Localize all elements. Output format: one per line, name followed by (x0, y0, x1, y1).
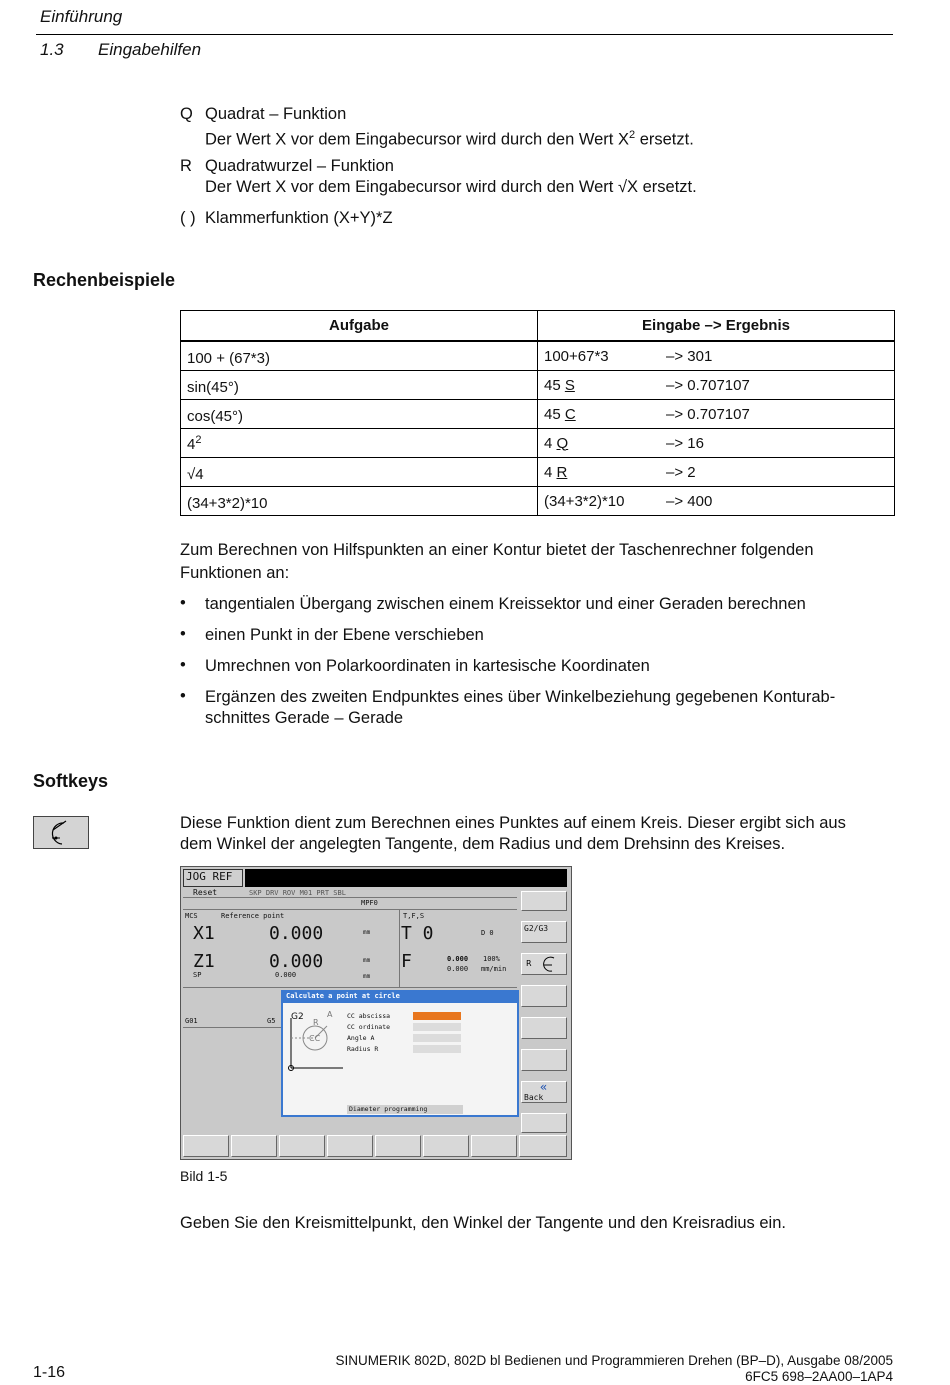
unit-label: mm (363, 973, 371, 980)
bullet-item: einen Punkt in der Ebene verschieben (205, 626, 484, 644)
bullet-dot: • (180, 625, 186, 643)
function-q-title: Quadrat – Funktion (205, 105, 347, 123)
col-input-header: Eingabe –> Ergebnis (538, 311, 895, 342)
table-row (181, 371, 895, 400)
task-cell: sin(45°) (181, 371, 538, 400)
horizontal-softkey-8[interactable] (519, 1135, 567, 1157)
status-flags: SKP DRV ROV M01 PRT SBL (249, 889, 346, 897)
dialog-g2-label: G2 (291, 1012, 304, 1022)
svg-text:R: R (526, 959, 532, 968)
horizontal-softkey-3[interactable] (279, 1135, 325, 1157)
g01-label: G01 (185, 1017, 198, 1025)
examples-heading: Rechenbeispiele (33, 270, 176, 290)
tfs-label: T,F,S (403, 912, 425, 920)
feed-value-2: 0.000 (447, 965, 469, 973)
footer-text (335, 1353, 893, 1385)
bullet-item: Ergänzen des zweiten Endpunktes eines über Winkelbeziehung gegebenen Konturab- (205, 688, 836, 706)
softkey-description-1: Diese Funktion dient zum Berechnen eines Punktes auf einem Kreis. Dieser ergibt sich aus (180, 814, 846, 832)
section-number: 1.3 (40, 40, 64, 59)
function-bracket-key: ( ) (180, 209, 196, 227)
vertical-softkey-4[interactable] (521, 985, 567, 1007)
sp-value: 0.000 (275, 971, 297, 979)
intro-text: Zum Berechnen von Hilfspunkten an einer Kontur bietet der Taschenrechner folgenden Funktionen an: (180, 541, 814, 582)
examples-table (180, 310, 895, 516)
softkey-circle-point-button[interactable] (33, 816, 89, 849)
bullet-item-continuation: schnittes Gerade – Gerade (205, 709, 404, 727)
circle-point-softkey[interactable] (521, 953, 567, 975)
task-cell: (34+3*2)*10 (181, 487, 538, 516)
horizontal-softkey-1[interactable] (183, 1135, 229, 1157)
bullet-dot: • (180, 656, 186, 674)
bullet-dot: • (180, 594, 186, 612)
footer-line-2: 6FC5 698–2AA00–1AP4 (745, 1369, 893, 1384)
ref-point-label: Reference point (221, 912, 285, 920)
vertical-softkey-5[interactable] (521, 1017, 567, 1039)
field-label-cc-ordinate: CC ordinate (347, 1023, 391, 1031)
dialog-cc-label: CC (309, 1034, 321, 1043)
horizontal-softkey-6[interactable] (423, 1135, 469, 1157)
horizontal-softkey-4[interactable] (327, 1135, 373, 1157)
table-row (181, 487, 895, 516)
circle-point-icon (524, 956, 564, 972)
axis-z1-label: Z1 (193, 951, 215, 972)
task-cell: √4 (181, 458, 538, 487)
horizontal-softkey-5[interactable] (375, 1135, 421, 1157)
vertical-softkey-1[interactable] (521, 891, 567, 911)
page-number: 1-16 (33, 1364, 66, 1381)
divider (183, 909, 517, 910)
cc-abscissa-input[interactable] (413, 1012, 461, 1020)
double-chevron-left-icon: « (540, 1080, 548, 1094)
feed-label: F (401, 951, 412, 972)
feed-value-1: 0.000 (447, 955, 469, 963)
divider (183, 987, 517, 988)
table-row (181, 458, 895, 487)
bullet-dot: • (180, 687, 186, 705)
feed-unit: mm/min (481, 965, 507, 973)
axis-x1-label: X1 (193, 923, 215, 944)
function-q-key: Q (180, 105, 193, 123)
table-header-row (181, 311, 895, 342)
field-label-angle-a: Angle A (347, 1034, 375, 1042)
col-task-header: Aufgabe (181, 311, 538, 342)
input-cell: 45 C –> 0.707107 (538, 400, 895, 429)
input-cell: 100+67*3 –> 301 (538, 341, 895, 371)
cc-ordinate-input[interactable] (413, 1023, 461, 1031)
function-bracket-title: Klammerfunktion (X+Y)*Z (205, 209, 393, 227)
radius-r-input[interactable] (413, 1045, 461, 1053)
table-row (181, 341, 895, 371)
horizontal-softkey-7[interactable] (471, 1135, 517, 1157)
field-label-cc-abscissa: CC abscissa (347, 1012, 391, 1020)
divider-vertical (399, 910, 400, 988)
function-r-title: Quadratwurzel – Funktion (205, 157, 394, 175)
diameter-programming-label: Diameter programming (347, 1105, 463, 1114)
input-cell: (34+3*2)*10 –> 400 (538, 487, 895, 516)
task-cell: 100 + (67*3) (181, 341, 538, 371)
g2-g3-softkey[interactable]: G2/G3 (521, 921, 567, 943)
dialog-title: Calculate a point at circle (283, 992, 517, 1003)
footer-line-1: SINUMERIK 802D, 802D bl Bedienen und Programmieren Drehen (BP–D), Ausgabe 08/2005 (335, 1353, 893, 1368)
mode-label: JOG REF (183, 869, 243, 887)
table-row (181, 429, 895, 458)
chapter-title: Einführung (40, 7, 123, 26)
input-cell: 45 S –> 0.707107 (538, 371, 895, 400)
vertical-softkey-6[interactable] (521, 1049, 567, 1071)
divider (183, 897, 517, 898)
d-label: D 0 (481, 929, 494, 937)
angle-a-input[interactable] (413, 1034, 461, 1042)
back-softkey[interactable]: « Back (521, 1081, 567, 1103)
calculate-point-dialog (281, 990, 519, 1117)
softkeys-heading: Softkeys (33, 771, 109, 791)
function-q-desc: Der Wert X vor dem Eingabecursor wird durch den Wert $X^2$ ersetzt. (205, 129, 694, 149)
task-cell: cos(45°) (181, 400, 538, 429)
axis-x1-value: 0.000 (269, 923, 324, 944)
circle-point-icon (34, 817, 88, 848)
softkey-description-2: dem Winkel der angelegten Tangente, dem Radius und dem Drehsinn des Kreises. (180, 835, 786, 853)
g5-label: G5 (267, 1017, 276, 1025)
header-rule (36, 34, 893, 35)
unit-label: mm (363, 957, 371, 964)
tool-label: T 0 (401, 923, 434, 944)
mcs-label: MCS (185, 912, 198, 920)
closing-text: Geben Sie den Kreismittelpunkt, den Winkel der Tangente und den Kreisradius ein. (180, 1214, 786, 1232)
section-title: Eingabehilfen (98, 40, 202, 59)
field-label-radius-r: Radius R (347, 1045, 379, 1053)
function-r-desc: Der Wert X vor dem Eingabecursor wird durch den Wert √X ersetzt. (205, 178, 697, 196)
dialog-r-label: R (313, 1018, 319, 1027)
input-cell: 4 R –> 2 (538, 458, 895, 487)
horizontal-softkey-2[interactable] (231, 1135, 277, 1157)
figure-caption: Bild 1-5 (180, 1168, 228, 1184)
axis-z1-value: 0.000 (269, 951, 324, 972)
reset-label: Reset (193, 888, 218, 897)
vertical-softkey-8[interactable] (521, 1113, 567, 1133)
feed-percent: 100% (483, 955, 500, 963)
unit-label: mm (363, 929, 371, 936)
table-row (181, 400, 895, 429)
input-cell: 4 Q –> 16 (538, 429, 895, 458)
bullet-item: tangentialen Übergang zwischen einem Kreissektor und einer Geraden berechnen (205, 595, 806, 613)
program-name: MPF0 (361, 899, 378, 907)
bullet-item: Umrechnen von Polarkoordinaten in kartesische Koordinaten (205, 657, 650, 675)
cnc-screen (180, 866, 572, 1160)
function-r-key: R (180, 157, 192, 175)
alarm-bar (245, 869, 567, 887)
sp-label: SP (193, 971, 202, 979)
dialog-a-label: A (327, 1010, 333, 1019)
divider (183, 1027, 281, 1028)
task-cell: $4^2$ (181, 429, 538, 458)
